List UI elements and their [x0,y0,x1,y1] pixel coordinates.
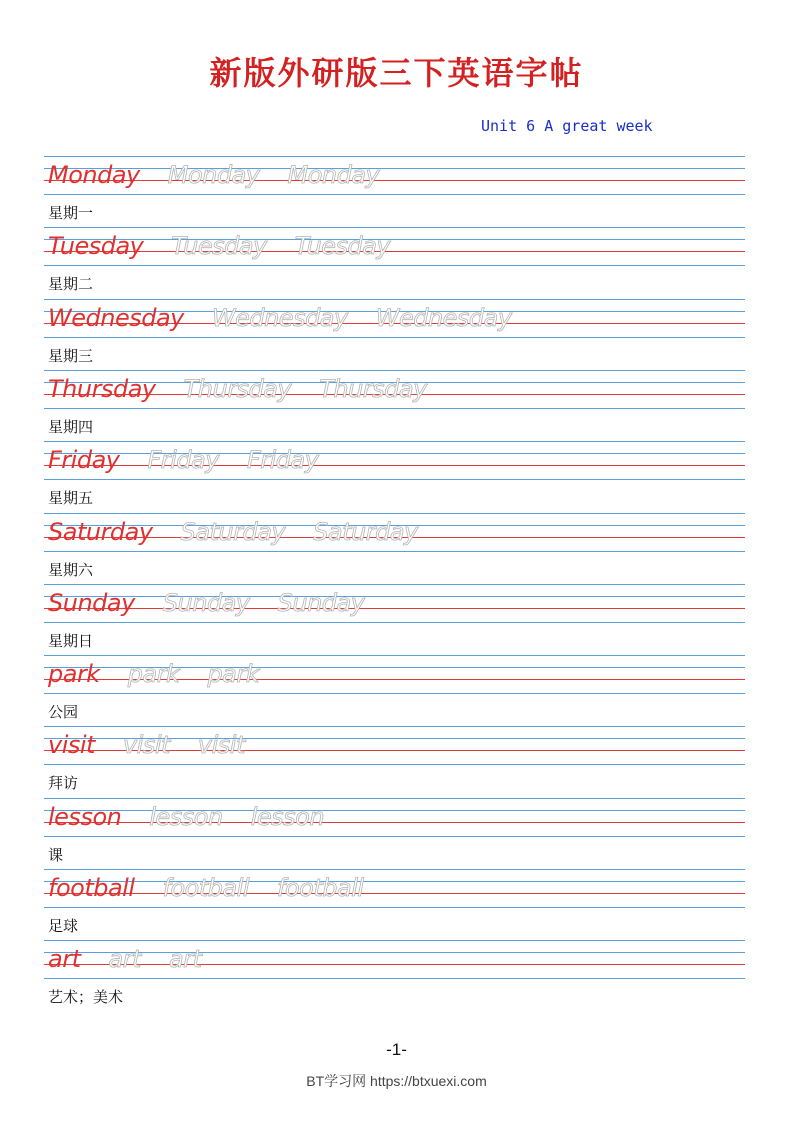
word-group [48,655,287,695]
practice-row [0,299,793,370]
vocab-word: Friday [48,446,120,475]
vocab-word: Tuesday [48,232,144,261]
vocab-word: art [48,945,81,974]
word-group [48,726,273,766]
chinese-meaning: 艺术；美术 [48,988,124,1007]
page-title: 新版外研版三下英语字帖 [209,54,584,92]
trace-word: visit [122,731,170,760]
trace-word: art [108,945,141,974]
word-group [48,940,229,980]
word-group [48,584,392,624]
vocab-word: Sunday [48,588,135,617]
trace-word: Tuesday [294,232,391,261]
trace-word: Sunday [277,588,365,617]
practice-row [0,370,793,441]
practice-row [0,584,793,655]
word-group [48,156,407,196]
chinese-meaning: 足球 [48,917,79,935]
trace-word: football [162,874,250,902]
practice-row [0,726,793,797]
trace-word: Monday [287,161,380,189]
trace-word: visit [197,731,245,760]
practice-row [0,655,793,726]
trace-word: Monday [167,161,260,189]
chinese-meaning: 星期四 [48,417,94,436]
trace-word: Saturday [180,517,286,546]
practice-row [0,940,793,1011]
vocab-word: Wednesday [48,303,184,332]
trace-word: Sunday [162,588,250,617]
word-group [48,299,540,339]
practice-row [0,869,793,940]
vocab-word: Saturday [48,517,153,546]
chinese-meaning: 星期一 [48,204,94,222]
vocab-word: Thursday [48,374,156,403]
word-group [48,513,446,553]
trace-word: Friday [246,446,319,475]
chinese-meaning: 拜访 [48,774,79,793]
page-number: -1- [386,1040,407,1059]
trace-word: Wednesday [375,303,512,332]
practice-row [0,156,793,227]
trace-word: lesson [250,802,325,831]
chinese-meaning: 星期六 [48,560,94,579]
practice-row [0,441,793,512]
vocab-word: lesson [48,802,122,831]
trace-word: Friday [147,446,219,475]
trace-word: Saturday [313,517,418,546]
trace-word: park [127,660,180,689]
practice-row [0,513,793,584]
vocab-word: Monday [48,161,140,189]
trace-word: Tuesday [171,232,267,261]
chinese-meaning: 课 [48,845,64,864]
trace-word: football [277,874,364,902]
vocab-word: park [48,660,100,689]
word-group [48,441,346,481]
word-group [48,370,455,410]
chinese-meaning: 星期三 [48,346,94,365]
vocab-word: football [48,874,135,902]
chinese-meaning: 公园 [48,703,79,722]
trace-word: Thursday [319,374,427,403]
chinese-meaning: 星期五 [48,489,94,508]
practice-row [0,798,793,869]
vocab-word: visit [48,731,95,760]
word-group [48,798,352,838]
unit-subtitle: Unit 6 A great week [481,117,653,135]
chinese-meaning: 星期二 [48,275,94,294]
word-group [48,869,392,909]
chinese-meaning: 星期日 [48,631,94,650]
trace-word: lesson [149,802,223,831]
trace-word: Wednesday [211,303,348,332]
practice-row [0,227,793,298]
word-group [48,227,418,267]
footer-site: BT学习网 https://btxuexi.com [306,1073,487,1089]
trace-word: Thursday [183,374,292,403]
trace-word: park [207,660,260,689]
trace-word: art [168,945,202,974]
